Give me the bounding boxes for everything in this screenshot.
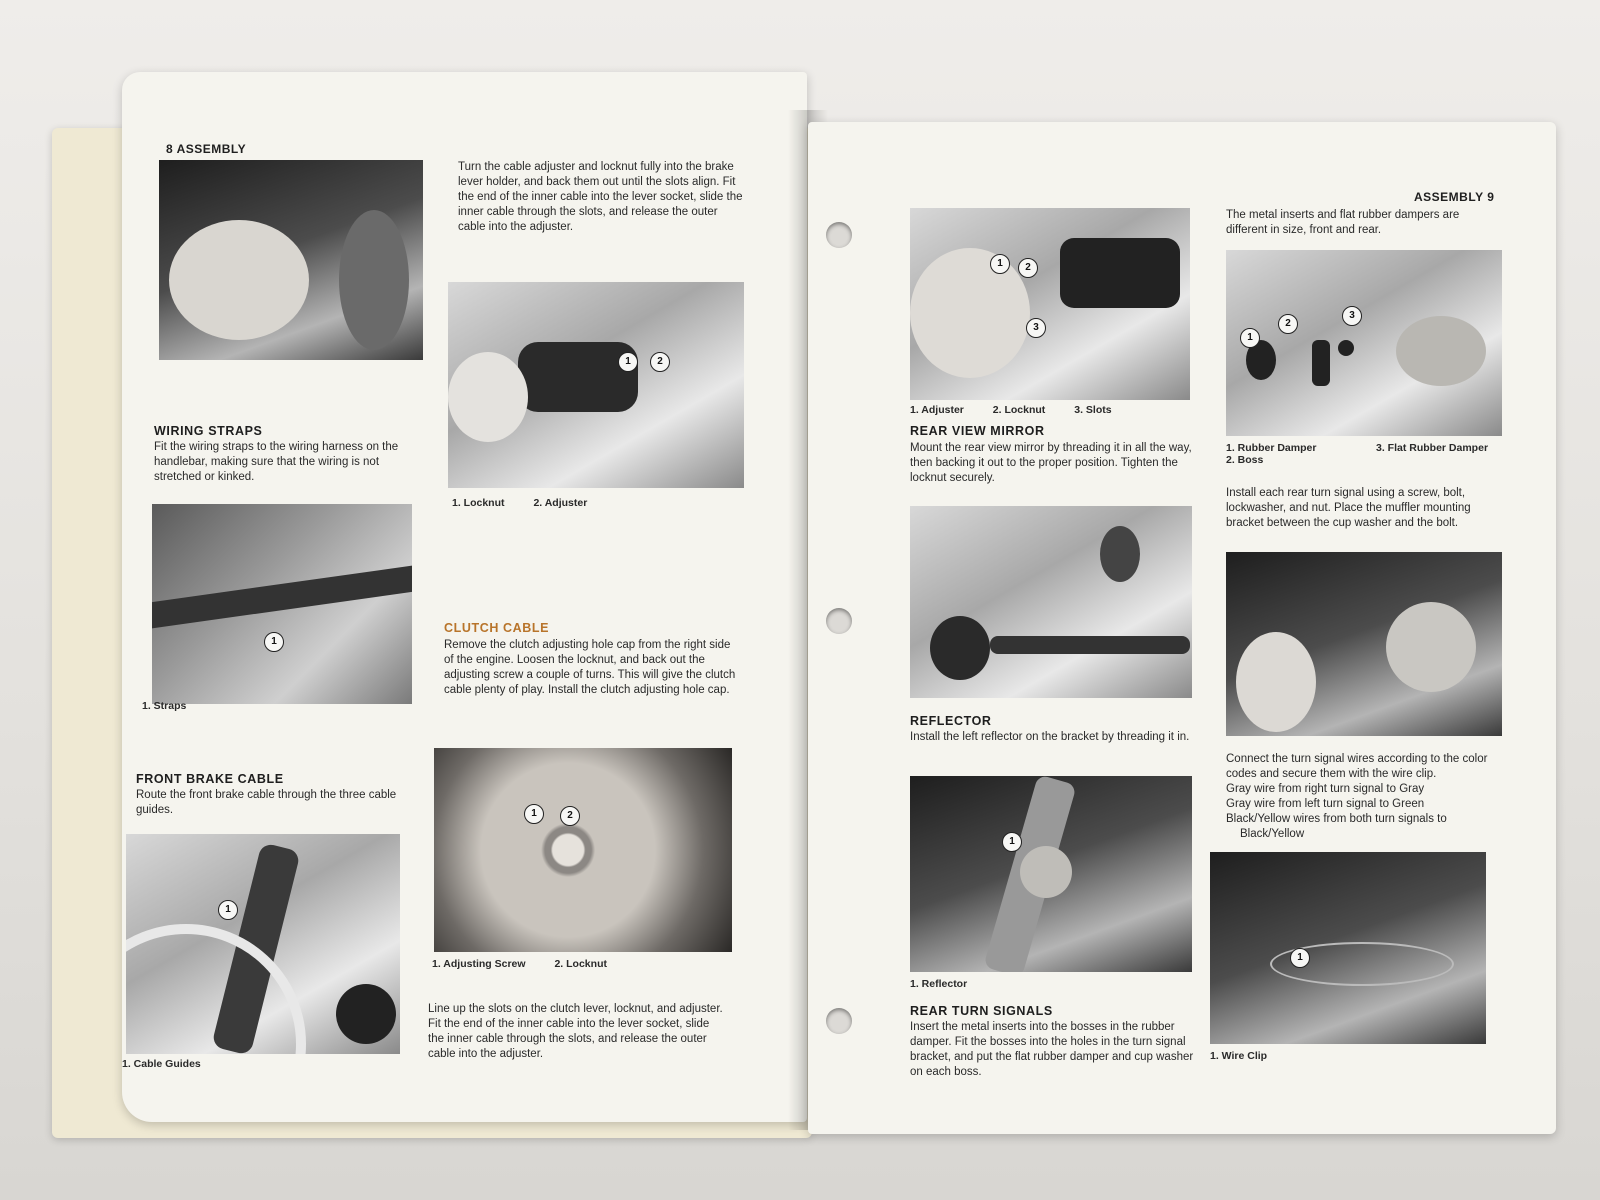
marker-1: 1 xyxy=(1290,948,1310,968)
hand-shape xyxy=(910,248,1030,378)
caption-slots: 3. Slots xyxy=(1074,404,1112,416)
handlebar-shape xyxy=(152,563,412,630)
photo-reflector xyxy=(910,776,1192,972)
wire-line-1: Gray wire from right turn signal to Gray xyxy=(1226,783,1425,795)
caption-rubber-damper: 1. Rubber Damper xyxy=(1226,442,1317,454)
handlebar-shape xyxy=(990,636,1190,654)
install-text: Install each rear turn signal using a screw, bolt, lockwasher, and nut. Place the muffler mounting bracket between the cup washer and the bolt. xyxy=(1226,487,1471,529)
rear-view-mirror-title: REAR VIEW MIRROR xyxy=(910,424,1045,438)
left-intro-text: Turn the cable adjuster and locknut fully into the brake lever holder, and back them out until the slots align. Fit the end of the inner cable into the lever socket, slide the inner cable through the slots, and release the outer cable into the adjuster. xyxy=(458,161,743,233)
turn-signal-lens-shape xyxy=(1396,316,1486,386)
wiring-straps-text: Fit the wiring straps to the wiring harness on the handlebar, making sure that the wiring is not stretched or kinked. xyxy=(154,441,399,483)
right-page-header: ASSEMBLY 9 xyxy=(1414,190,1495,204)
rear-turn-signals-title: REAR TURN SIGNALS xyxy=(910,1004,1053,1018)
caption-adjusting-screw: 1. Adjusting Screw xyxy=(432,958,526,970)
rear-turn-signals-text: Insert the metal inserts into the bosses in the rubber damper. Fit the bosses into the holes in the turn signal bracket, and put the flat rubber damper and cup washer on each boss. xyxy=(910,1021,1194,1078)
marker-1: 1 xyxy=(618,352,638,372)
binder-hole-middle xyxy=(826,608,852,634)
marker-1: 1 xyxy=(1002,832,1022,852)
binder-hole-top xyxy=(826,222,852,248)
photo-wiring-straps xyxy=(152,504,412,704)
left-page xyxy=(122,72,807,1122)
lever-holder-shape xyxy=(518,342,638,412)
mirror-head-shape xyxy=(1100,526,1140,582)
wires-text: Connect the turn signal wires according to the color codes and secure them with the wire clip. xyxy=(1226,753,1488,780)
front-brake-cable-text: Route the front brake cable through the three cable guides. xyxy=(136,789,397,816)
lever-caption xyxy=(452,497,613,509)
caption-flat-rubber-damper: 3. Flat Rubber Damper xyxy=(1376,442,1489,454)
gauge-shape xyxy=(930,616,990,680)
left-page-header: 8 ASSEMBLY xyxy=(166,142,247,156)
caption-locknut: 2. Locknut xyxy=(992,404,1046,416)
photo-brake-lever xyxy=(159,160,423,360)
marker-1: 1 xyxy=(264,632,284,652)
caption-adjuster: 1. Adjuster xyxy=(910,404,964,416)
wire-list xyxy=(1226,782,1506,842)
hand-shape xyxy=(169,220,309,340)
front-brake-cable-title: FRONT BRAKE CABLE xyxy=(136,772,284,786)
inserts-text: The metal inserts and flat rubber dampers are different in size, front and rear. xyxy=(1226,209,1460,236)
marker-3: 3 xyxy=(1342,306,1362,326)
reflector-caption: 1. Reflector xyxy=(910,978,968,990)
reflector-shape xyxy=(1020,846,1072,898)
caption-boss: 2. Boss xyxy=(1226,454,1264,466)
signal-lens-shape xyxy=(1386,602,1476,692)
caption-locknut: 1. Locknut xyxy=(452,497,505,509)
straps-caption: 1. Straps xyxy=(142,700,187,712)
wire-line-4: Black/Yellow xyxy=(1240,828,1305,840)
photo-mirror xyxy=(910,506,1192,698)
fingers-shape xyxy=(448,352,528,442)
clutch-cable-text: Remove the clutch adjusting hole cap from the right side of the engine. Loosen the locknut, and back out the adjusting screw a couple of turns. This will give the clutch cable plenty of play. Install the clutch adjusting hole cap. xyxy=(444,639,736,696)
boss-shape xyxy=(1312,340,1330,386)
photo-handlebar-switch xyxy=(910,208,1190,400)
marker-1: 1 xyxy=(990,254,1010,274)
wire-line-2: Gray wire from left turn signal to Green xyxy=(1226,798,1425,810)
binder-hole-bottom xyxy=(826,1008,852,1034)
reflector-title: REFLECTOR xyxy=(910,714,992,728)
marker-2: 2 xyxy=(1018,258,1038,278)
adjuster-caption xyxy=(910,404,1138,416)
caption-adjuster: 2. Adjuster xyxy=(533,497,588,509)
reflector-text: Install the left reflector on the bracket by threading it in. xyxy=(910,731,1190,743)
damper-caption-left xyxy=(1226,442,1316,466)
hand-shape xyxy=(1236,632,1316,732)
marker-1: 1 xyxy=(218,900,238,920)
marker-1: 1 xyxy=(524,804,544,824)
marker-2: 2 xyxy=(650,352,670,372)
right-page xyxy=(808,122,1556,1134)
marker-2: 2 xyxy=(560,806,580,826)
wire-clip-caption: 1. Wire Clip xyxy=(1210,1050,1268,1062)
photo-turn-signal-parts xyxy=(1226,250,1502,436)
mirror-stalk-shape xyxy=(339,210,409,350)
photo-cable-guides xyxy=(126,834,400,1054)
clutch-caption xyxy=(432,958,633,970)
marker-1: 1 xyxy=(1240,328,1260,348)
switch-housing-shape xyxy=(1060,238,1180,308)
photo-clutch-cover xyxy=(434,748,732,952)
headlight-shape xyxy=(336,984,396,1044)
caption-locknut: 2. Locknut xyxy=(554,958,607,970)
marker-2: 2 xyxy=(1278,314,1298,334)
wiring-straps-title: WIRING STRAPS xyxy=(154,424,263,438)
photo-wire-clip xyxy=(1210,852,1486,1044)
flat-damper-shape xyxy=(1338,340,1354,356)
clutch-cable-title: CLUTCH CABLE xyxy=(444,621,550,635)
wire-line-3: Black/Yellow wires from both turn signals to xyxy=(1226,813,1447,825)
cable-guides-caption: 1. Cable Guides xyxy=(122,1058,201,1070)
photo-lever-adjuster xyxy=(448,282,744,488)
marker-3: 3 xyxy=(1026,318,1046,338)
clutch-lever-text: Line up the slots on the clutch lever, locknut, and adjuster. Fit the end of the inner cable into the lever socket, slide the inner cable through the slots, and release the outer cable into the adjuster. xyxy=(428,1003,723,1060)
wheel-shape xyxy=(126,924,306,1054)
rear-view-mirror-text: Mount the rear view mirror by threading it in all the way, then backing it out to the proper position. Tighten the locknut securely. xyxy=(910,442,1192,484)
photo-muffler-bracket xyxy=(1226,552,1502,736)
